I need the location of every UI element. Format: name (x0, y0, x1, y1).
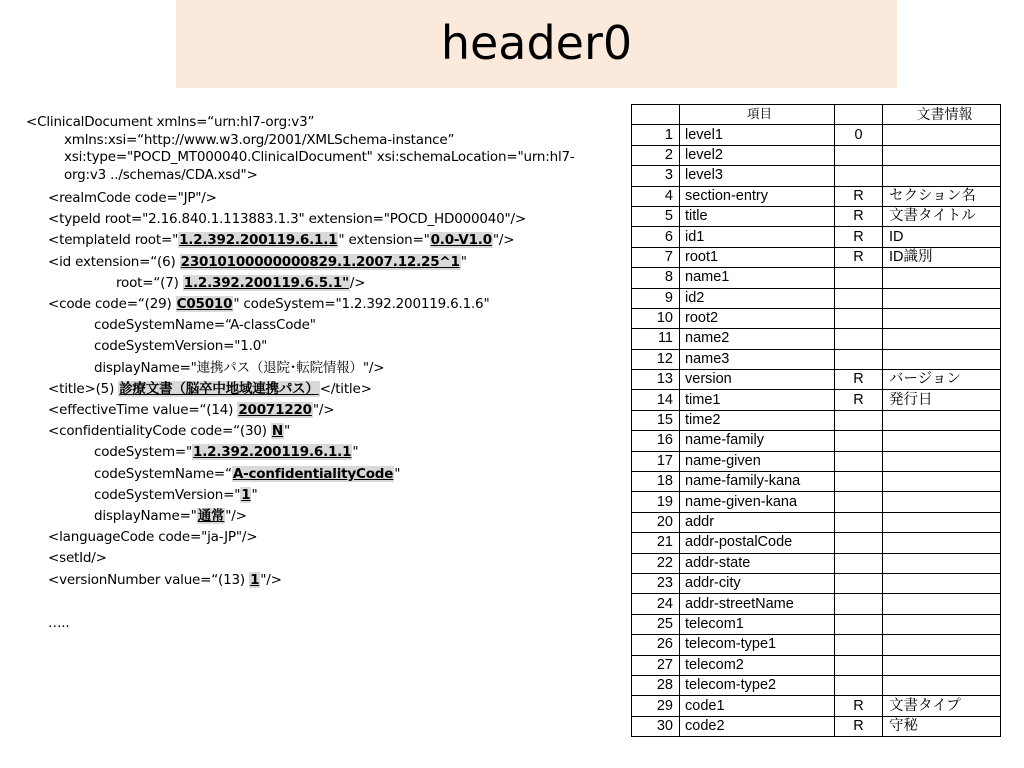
highlighted-value: N (271, 423, 284, 440)
table-row (632, 696, 1001, 716)
row-required-cell: R (835, 186, 883, 206)
row-required-cell (835, 410, 883, 430)
row-document-info-cell: セクション名 (883, 186, 1001, 206)
row-required-cell (835, 472, 883, 492)
row-item-cell: id1 (680, 227, 835, 247)
realm-code-line: <realmCode code="JP"/> (48, 190, 217, 206)
table-body (632, 125, 1001, 737)
slide-title: header0 (440, 16, 633, 70)
row-document-info-cell (883, 349, 1001, 369)
row-item-cell: addr-postalCode (680, 533, 835, 553)
table-row (632, 390, 1001, 410)
row-required-cell (835, 614, 883, 634)
row-document-info-cell: バージョン (883, 370, 1001, 390)
table-row (632, 614, 1001, 634)
row-required-cell (835, 329, 883, 349)
confidentiality-code-system-name-line (26, 464, 616, 485)
row-required-cell (835, 451, 883, 471)
code-text: " codeSystem="1.2.392.200119.6.1.6" (233, 296, 490, 313)
row-required-cell (835, 573, 883, 593)
code-text: " (284, 423, 291, 440)
row-item-cell: name-family-kana (680, 472, 835, 492)
clinical-document-open-tag (26, 114, 616, 184)
code-system-name-line: codeSystemName=“A-classCode" (94, 317, 316, 334)
code-text: /> (349, 274, 366, 291)
confidentiality-code-system-version-line (26, 485, 616, 506)
code-text: root=“(7) (116, 274, 183, 291)
row-number-cell: 29 (632, 696, 680, 716)
row-document-info-cell (883, 145, 1001, 165)
row-number-cell: 5 (632, 206, 680, 226)
row-number-cell: 1 (632, 125, 680, 145)
effective-time-line (26, 400, 616, 421)
highlighted-value: 1 (241, 486, 251, 503)
row-document-info-cell: 守秘 (883, 716, 1001, 736)
row-document-info-cell (883, 166, 1001, 186)
row-required-cell: R (835, 247, 883, 267)
id-line (26, 252, 616, 273)
code-text: " (251, 486, 258, 503)
row-required-cell: 0 (835, 125, 883, 145)
row-number-cell: 3 (632, 166, 680, 186)
row-required-cell (835, 166, 883, 186)
table-row (632, 288, 1001, 308)
row-number-cell: 10 (632, 308, 680, 328)
row-item-cell: addr-streetName (680, 594, 835, 614)
confidentiality-code-line (26, 421, 616, 442)
header-required (835, 105, 883, 125)
highlighted-value: 1 (250, 571, 260, 588)
row-number-cell: 12 (632, 349, 680, 369)
set-id-line: <setId/> (48, 550, 107, 567)
header-item: 項目 (680, 105, 835, 125)
row-item-cell: root2 (680, 308, 835, 328)
row-item-cell: telecom1 (680, 614, 835, 634)
table-row (632, 716, 1001, 736)
row-required-cell (835, 655, 883, 675)
table-row (632, 573, 1001, 593)
highlighted-value: 23010100000000829.1.2007.12.25^1 (180, 253, 460, 270)
table-row (632, 227, 1001, 247)
row-number-cell: 17 (632, 451, 680, 471)
title-element-line (26, 379, 616, 400)
table-row (632, 533, 1001, 553)
table-row (632, 206, 1001, 226)
row-number-cell: 21 (632, 533, 680, 553)
row-item-cell: name-family (680, 431, 835, 451)
code-text: </title> (319, 380, 372, 397)
highlighted-value: A-confidentialityCode (232, 465, 394, 482)
row-required-cell: R (835, 370, 883, 390)
row-required-cell: R (835, 716, 883, 736)
code-line: <ClinicalDocument xmlns=“urn:hl7-org:v3” (26, 114, 315, 130)
row-document-info-cell (883, 410, 1001, 430)
row-required-cell (835, 288, 883, 308)
language-code-line: <languageCode code="ja-JP"/> (48, 529, 258, 546)
row-document-info-cell (883, 594, 1001, 614)
row-number-cell: 9 (632, 288, 680, 308)
row-document-info-cell (883, 614, 1001, 634)
code-text: codeSystemVersion=" (94, 486, 241, 503)
row-item-cell: time1 (680, 390, 835, 410)
code-line: xmlns:xsi=“http://www.w3.org/2001/XMLSchema-instance” (64, 131, 455, 148)
row-number-cell: 18 (632, 472, 680, 492)
code-text: " (352, 444, 359, 461)
code-element-line (26, 294, 616, 315)
template-id-line (26, 230, 616, 251)
row-item-cell: addr-state (680, 553, 835, 573)
row-number-cell: 25 (632, 614, 680, 634)
code-text: <versionNumber value=“(13) (48, 571, 250, 588)
row-required-cell (835, 145, 883, 165)
xml-code-block (26, 114, 616, 634)
row-required-cell (835, 308, 883, 328)
row-document-info-cell (883, 288, 1001, 308)
row-number-cell: 7 (632, 247, 680, 267)
header-document-info: 文書情報 (883, 105, 1001, 125)
version-number-line (26, 570, 616, 591)
row-item-cell: code2 (680, 716, 835, 736)
row-document-info-cell: ID (883, 227, 1001, 247)
table-row (632, 329, 1001, 349)
table-header-row (632, 105, 1001, 125)
code-text: "/> (492, 232, 515, 249)
row-document-info-cell (883, 492, 1001, 512)
table-row (632, 451, 1001, 471)
code-text: <code code=“(29) (48, 296, 176, 313)
row-number-cell: 2 (632, 145, 680, 165)
row-document-info-cell: 文書タイトル (883, 206, 1001, 226)
table-row (632, 594, 1001, 614)
code-line: xsi:type="POCD_MT000040.ClinicalDocument" xsi:schemaLocation="urn:hl7- (64, 149, 575, 165)
highlighted-value: C05010 (176, 296, 233, 313)
row-number-cell: 19 (632, 492, 680, 512)
row-number-cell: 28 (632, 675, 680, 695)
row-required-cell (835, 675, 883, 695)
row-number-cell: 20 (632, 512, 680, 532)
row-item-cell: telecom2 (680, 655, 835, 675)
row-item-cell: name1 (680, 268, 835, 288)
row-item-cell: telecom-type2 (680, 675, 835, 695)
row-number-cell: 16 (632, 431, 680, 451)
confidentiality-code-system-line (26, 442, 616, 463)
row-item-cell: addr (680, 512, 835, 532)
table-row (632, 186, 1001, 206)
highlighted-value: 1.2.392.200119.6.5.1" (183, 274, 349, 291)
row-item-cell: name2 (680, 329, 835, 349)
row-item-cell: level3 (680, 166, 835, 186)
row-document-info-cell (883, 308, 1001, 328)
row-required-cell (835, 349, 883, 369)
code-line: org:v3 ../schemas/CDA.xsd"> (64, 166, 258, 183)
table-row (632, 166, 1001, 186)
code-text: displayName=" (94, 508, 197, 525)
table-row (632, 675, 1001, 695)
row-number-cell: 30 (632, 716, 680, 736)
row-number-cell: 23 (632, 573, 680, 593)
row-document-info-cell (883, 655, 1001, 675)
row-required-cell (835, 492, 883, 512)
row-item-cell: time2 (680, 410, 835, 430)
row-required-cell (835, 594, 883, 614)
row-item-cell: version (680, 370, 835, 390)
row-document-info-cell: 文書タイプ (883, 696, 1001, 716)
row-item-cell: level2 (680, 145, 835, 165)
row-document-info-cell (883, 533, 1001, 553)
row-item-cell: level1 (680, 125, 835, 145)
row-required-cell: R (835, 206, 883, 226)
row-document-info-cell (883, 553, 1001, 573)
row-required-cell (835, 533, 883, 553)
code-text: " (460, 253, 467, 270)
row-document-info-cell (883, 431, 1001, 451)
row-document-info-cell: 発行日 (883, 390, 1001, 410)
display-name-line: displayName="連携パス（退院･転院情報）"/> (94, 359, 385, 376)
confidentiality-display-name-line (26, 506, 616, 527)
highlighted-value: 0.0-V1.0 (430, 232, 492, 249)
row-item-cell: id2 (680, 288, 835, 308)
row-number-cell: 14 (632, 390, 680, 410)
row-number-cell: 8 (632, 268, 680, 288)
highlighted-value: 20071220 (238, 402, 312, 419)
code-text: "/> (260, 571, 282, 588)
row-number-cell: 4 (632, 186, 680, 206)
row-required-cell (835, 512, 883, 532)
row-item-cell: code1 (680, 696, 835, 716)
code-text: "/> (225, 508, 247, 525)
row-number-cell: 27 (632, 655, 680, 675)
row-document-info-cell (883, 635, 1001, 655)
code-text: " (394, 465, 401, 482)
row-item-cell: name-given-kana (680, 492, 835, 512)
code-text: codeSystemName=“ (94, 465, 232, 482)
row-item-cell: title (680, 206, 835, 226)
table-row (632, 635, 1001, 655)
table-row (632, 349, 1001, 369)
table-row (632, 472, 1001, 492)
row-required-cell (835, 431, 883, 451)
row-number-cell: 13 (632, 370, 680, 390)
table-row (632, 410, 1001, 430)
spacer (26, 591, 616, 613)
row-required-cell (835, 268, 883, 288)
row-document-info-cell (883, 675, 1001, 695)
code-text: <effectiveTime value=“(14) (48, 402, 238, 419)
row-document-info-cell (883, 268, 1001, 288)
table-row (632, 655, 1001, 675)
row-item-cell: name-given (680, 451, 835, 471)
code-text: <confidentialityCode code=“(30) (48, 423, 271, 440)
row-number-cell: 22 (632, 553, 680, 573)
row-number-cell: 26 (632, 635, 680, 655)
row-required-cell: R (835, 390, 883, 410)
code-text: codeSystem=" (94, 444, 193, 461)
highlighted-value: 通常 (197, 508, 225, 525)
highlighted-value: 診療文書（脳卒中地域連携パス） (119, 380, 319, 397)
row-item-cell: telecom-type1 (680, 635, 835, 655)
code-text: <id extension=“(6) (48, 253, 180, 270)
table-row (632, 268, 1001, 288)
row-number-cell: 15 (632, 410, 680, 430)
type-id-line: <typeId root="2.16.840.1.113883.1.3" extension="POCD_HD000040"/> (48, 211, 527, 228)
ellipsis: ….. (48, 614, 70, 631)
code-text: "/> (312, 402, 335, 419)
code-text: " extension=" (338, 232, 430, 249)
row-number-cell: 11 (632, 329, 680, 349)
highlighted-value: 1.2.392.200119.6.1.1 (193, 444, 352, 461)
row-required-cell (835, 635, 883, 655)
row-required-cell: R (835, 696, 883, 716)
table-row (632, 125, 1001, 145)
table-row (632, 308, 1001, 328)
code-system-version-line: codeSystemVersion="1.0" (94, 338, 268, 355)
highlighted-value: 1.2.392.200119.6.1.1 (179, 232, 338, 249)
table-row (632, 492, 1001, 512)
id-root-line (26, 273, 616, 294)
table-row (632, 553, 1001, 573)
row-document-info-cell (883, 329, 1001, 349)
row-required-cell: R (835, 227, 883, 247)
table-row (632, 370, 1001, 390)
code-text: <title>(5) (48, 380, 119, 397)
row-number-cell: 24 (632, 594, 680, 614)
row-document-info-cell (883, 472, 1001, 492)
row-item-cell: name3 (680, 349, 835, 369)
table-row (632, 247, 1001, 267)
row-document-info-cell (883, 125, 1001, 145)
row-document-info-cell (883, 573, 1001, 593)
row-required-cell (835, 553, 883, 573)
header-no (632, 105, 680, 125)
table-row (632, 431, 1001, 451)
title-band (176, 0, 897, 88)
row-document-info-cell (883, 451, 1001, 471)
row-document-info-cell (883, 512, 1001, 532)
row-item-cell: root1 (680, 247, 835, 267)
code-text: <templateId root=" (48, 232, 179, 249)
row-number-cell: 6 (632, 227, 680, 247)
row-document-info-cell: ID識別 (883, 247, 1001, 267)
table-row (632, 145, 1001, 165)
row-item-cell: section-entry (680, 186, 835, 206)
table-row (632, 512, 1001, 532)
document-info-table (631, 104, 1001, 737)
row-item-cell: addr-city (680, 573, 835, 593)
